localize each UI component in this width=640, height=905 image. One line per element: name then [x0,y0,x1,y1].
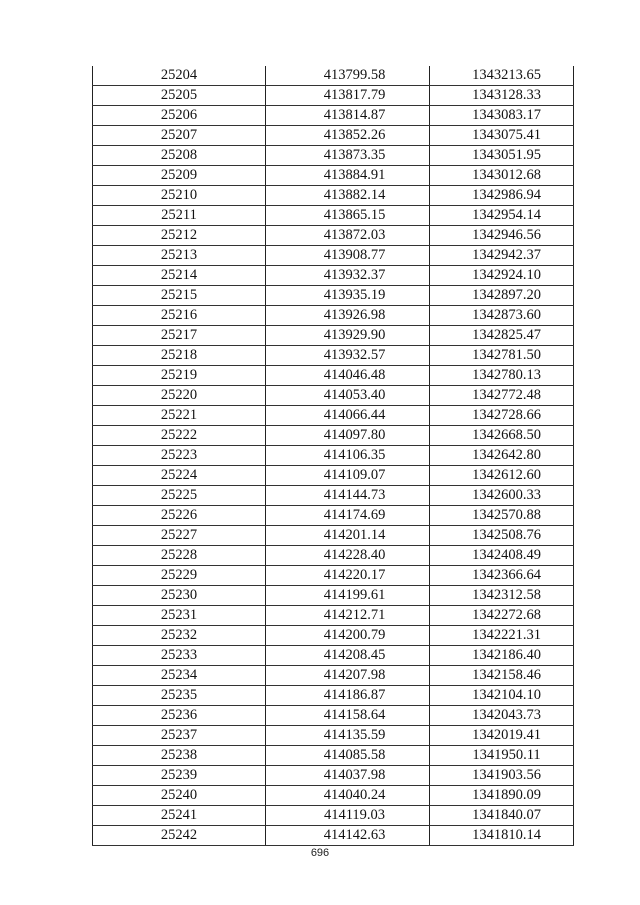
point-id-cell: 25216 [93,306,266,326]
x-coordinate-cell: 414208.45 [266,646,430,666]
x-coordinate-cell: 414109.07 [266,466,430,486]
point-id-cell: 25230 [93,586,266,606]
point-id-cell: 25233 [93,646,266,666]
point-id-cell: 25241 [93,806,266,826]
y-coordinate-cell: 1342946.56 [430,226,574,246]
point-id-cell: 25237 [93,726,266,746]
table-row [93,566,574,586]
x-coordinate-cell: 414097.80 [266,426,430,446]
x-coordinate-cell: 414046.48 [266,366,430,386]
x-coordinate-cell: 413882.14 [266,186,430,206]
table-row [93,106,574,126]
table-row [93,606,574,626]
x-coordinate-cell: 413935.19 [266,286,430,306]
table-row [93,166,574,186]
x-coordinate-cell: 413932.57 [266,346,430,366]
x-coordinate-cell: 414040.24 [266,786,430,806]
coordinates-table [92,66,574,846]
point-id-cell: 25218 [93,346,266,366]
y-coordinate-cell: 1342600.33 [430,486,574,506]
x-coordinate-cell: 414119.03 [266,806,430,826]
y-coordinate-cell: 1342897.20 [430,286,574,306]
point-id-cell: 25219 [93,366,266,386]
y-coordinate-cell: 1341890.09 [430,786,574,806]
table-row [93,826,574,846]
table-row [93,226,574,246]
y-coordinate-cell: 1342508.76 [430,526,574,546]
point-id-cell: 25214 [93,266,266,286]
y-coordinate-cell: 1341903.56 [430,766,574,786]
point-id-cell: 25206 [93,106,266,126]
table-row [93,786,574,806]
y-coordinate-cell: 1342272.68 [430,606,574,626]
table-row [93,446,574,466]
y-coordinate-cell: 1342873.60 [430,306,574,326]
table-row [93,366,574,386]
point-id-cell: 25209 [93,166,266,186]
y-coordinate-cell: 1342158.46 [430,666,574,686]
point-id-cell: 25232 [93,626,266,646]
y-coordinate-cell: 1343128.33 [430,86,574,106]
page-number: 696 [310,847,330,859]
x-coordinate-cell: 414037.98 [266,766,430,786]
y-coordinate-cell: 1342043.73 [430,706,574,726]
y-coordinate-cell: 1341950.11 [430,746,574,766]
y-coordinate-cell: 1342954.14 [430,206,574,226]
y-coordinate-cell: 1343213.65 [430,66,574,86]
x-coordinate-cell: 414142.63 [266,826,430,846]
y-coordinate-cell: 1342019.41 [430,726,574,746]
y-coordinate-cell: 1342104.10 [430,686,574,706]
point-id-cell: 25229 [93,566,266,586]
table-row [93,246,574,266]
x-coordinate-cell: 413865.15 [266,206,430,226]
coordinates-table-body [93,66,574,846]
table-row [93,306,574,326]
point-id-cell: 25221 [93,406,266,426]
point-id-cell: 25240 [93,786,266,806]
x-coordinate-cell: 413908.77 [266,246,430,266]
point-id-cell: 25220 [93,386,266,406]
x-coordinate-cell: 414212.71 [266,606,430,626]
x-coordinate-cell: 413932.37 [266,266,430,286]
y-coordinate-cell: 1342570.88 [430,506,574,526]
table-row [93,666,574,686]
x-coordinate-cell: 414186.87 [266,686,430,706]
y-coordinate-cell: 1343075.41 [430,126,574,146]
point-id-cell: 25215 [93,286,266,306]
y-coordinate-cell: 1342942.37 [430,246,574,266]
table-row [93,466,574,486]
table-row [93,546,574,566]
point-id-cell: 25227 [93,526,266,546]
point-id-cell: 25234 [93,666,266,686]
y-coordinate-cell: 1341810.14 [430,826,574,846]
point-id-cell: 25208 [93,146,266,166]
point-id-cell: 25217 [93,326,266,346]
point-id-cell: 25204 [93,66,266,86]
table-row [93,206,574,226]
x-coordinate-cell: 413929.90 [266,326,430,346]
y-coordinate-cell: 1342924.10 [430,266,574,286]
x-coordinate-cell: 413817.79 [266,86,430,106]
point-id-cell: 25226 [93,506,266,526]
x-coordinate-cell: 414106.35 [266,446,430,466]
point-id-cell: 25212 [93,226,266,246]
y-coordinate-cell: 1343083.17 [430,106,574,126]
y-coordinate-cell: 1342986.94 [430,186,574,206]
x-coordinate-cell: 413873.35 [266,146,430,166]
x-coordinate-cell: 414199.61 [266,586,430,606]
x-coordinate-cell: 414228.40 [266,546,430,566]
table-row [93,706,574,726]
point-id-cell: 25222 [93,426,266,446]
point-id-cell: 25211 [93,206,266,226]
table-row [93,346,574,366]
table-row [93,806,574,826]
table-row [93,526,574,546]
y-coordinate-cell: 1343012.68 [430,166,574,186]
table-row [93,266,574,286]
x-coordinate-cell: 413884.91 [266,166,430,186]
y-coordinate-cell: 1342825.47 [430,326,574,346]
point-id-cell: 25210 [93,186,266,206]
y-coordinate-cell: 1343051.95 [430,146,574,166]
point-id-cell: 25239 [93,766,266,786]
x-coordinate-cell: 413799.58 [266,66,430,86]
table-row [93,326,574,346]
point-id-cell: 25231 [93,606,266,626]
point-id-cell: 25238 [93,746,266,766]
x-coordinate-cell: 414207.98 [266,666,430,686]
y-coordinate-cell: 1342612.60 [430,466,574,486]
table-row [93,406,574,426]
table-row [93,506,574,526]
y-coordinate-cell: 1342221.31 [430,626,574,646]
point-id-cell: 25225 [93,486,266,506]
table-row [93,726,574,746]
table-row [93,626,574,646]
x-coordinate-cell: 414066.44 [266,406,430,426]
point-id-cell: 25223 [93,446,266,466]
x-coordinate-cell: 414220.17 [266,566,430,586]
x-coordinate-cell: 414158.64 [266,706,430,726]
y-coordinate-cell: 1342366.64 [430,566,574,586]
y-coordinate-cell: 1342781.50 [430,346,574,366]
point-id-cell: 25242 [93,826,266,846]
x-coordinate-cell: 414144.73 [266,486,430,506]
point-id-cell: 25205 [93,86,266,106]
x-coordinate-cell: 413852.26 [266,126,430,146]
table-row [93,646,574,666]
table-row [93,386,574,406]
y-coordinate-cell: 1342186.40 [430,646,574,666]
x-coordinate-cell: 414135.59 [266,726,430,746]
table-row [93,186,574,206]
table-row [93,286,574,306]
table-row [93,746,574,766]
table-row [93,146,574,166]
y-coordinate-cell: 1342772.48 [430,386,574,406]
table-row [93,686,574,706]
y-coordinate-cell: 1342728.66 [430,406,574,426]
table-row [93,766,574,786]
point-id-cell: 25207 [93,126,266,146]
x-coordinate-cell: 413814.87 [266,106,430,126]
x-coordinate-cell: 413872.03 [266,226,430,246]
point-id-cell: 25213 [93,246,266,266]
y-coordinate-cell: 1342780.13 [430,366,574,386]
table-row [93,66,574,86]
point-id-cell: 25224 [93,466,266,486]
point-id-cell: 25235 [93,686,266,706]
x-coordinate-cell: 414174.69 [266,506,430,526]
y-coordinate-cell: 1341840.07 [430,806,574,826]
point-id-cell: 25236 [93,706,266,726]
table-row [93,86,574,106]
y-coordinate-cell: 1342408.49 [430,546,574,566]
table-row [93,586,574,606]
x-coordinate-cell: 413926.98 [266,306,430,326]
y-coordinate-cell: 1342668.50 [430,426,574,446]
x-coordinate-cell: 414053.40 [266,386,430,406]
y-coordinate-cell: 1342312.58 [430,586,574,606]
x-coordinate-cell: 414201.14 [266,526,430,546]
x-coordinate-cell: 414200.79 [266,626,430,646]
table-row [93,486,574,506]
x-coordinate-cell: 414085.58 [266,746,430,766]
y-coordinate-cell: 1342642.80 [430,446,574,466]
table-row [93,126,574,146]
table-row [93,426,574,446]
point-id-cell: 25228 [93,546,266,566]
